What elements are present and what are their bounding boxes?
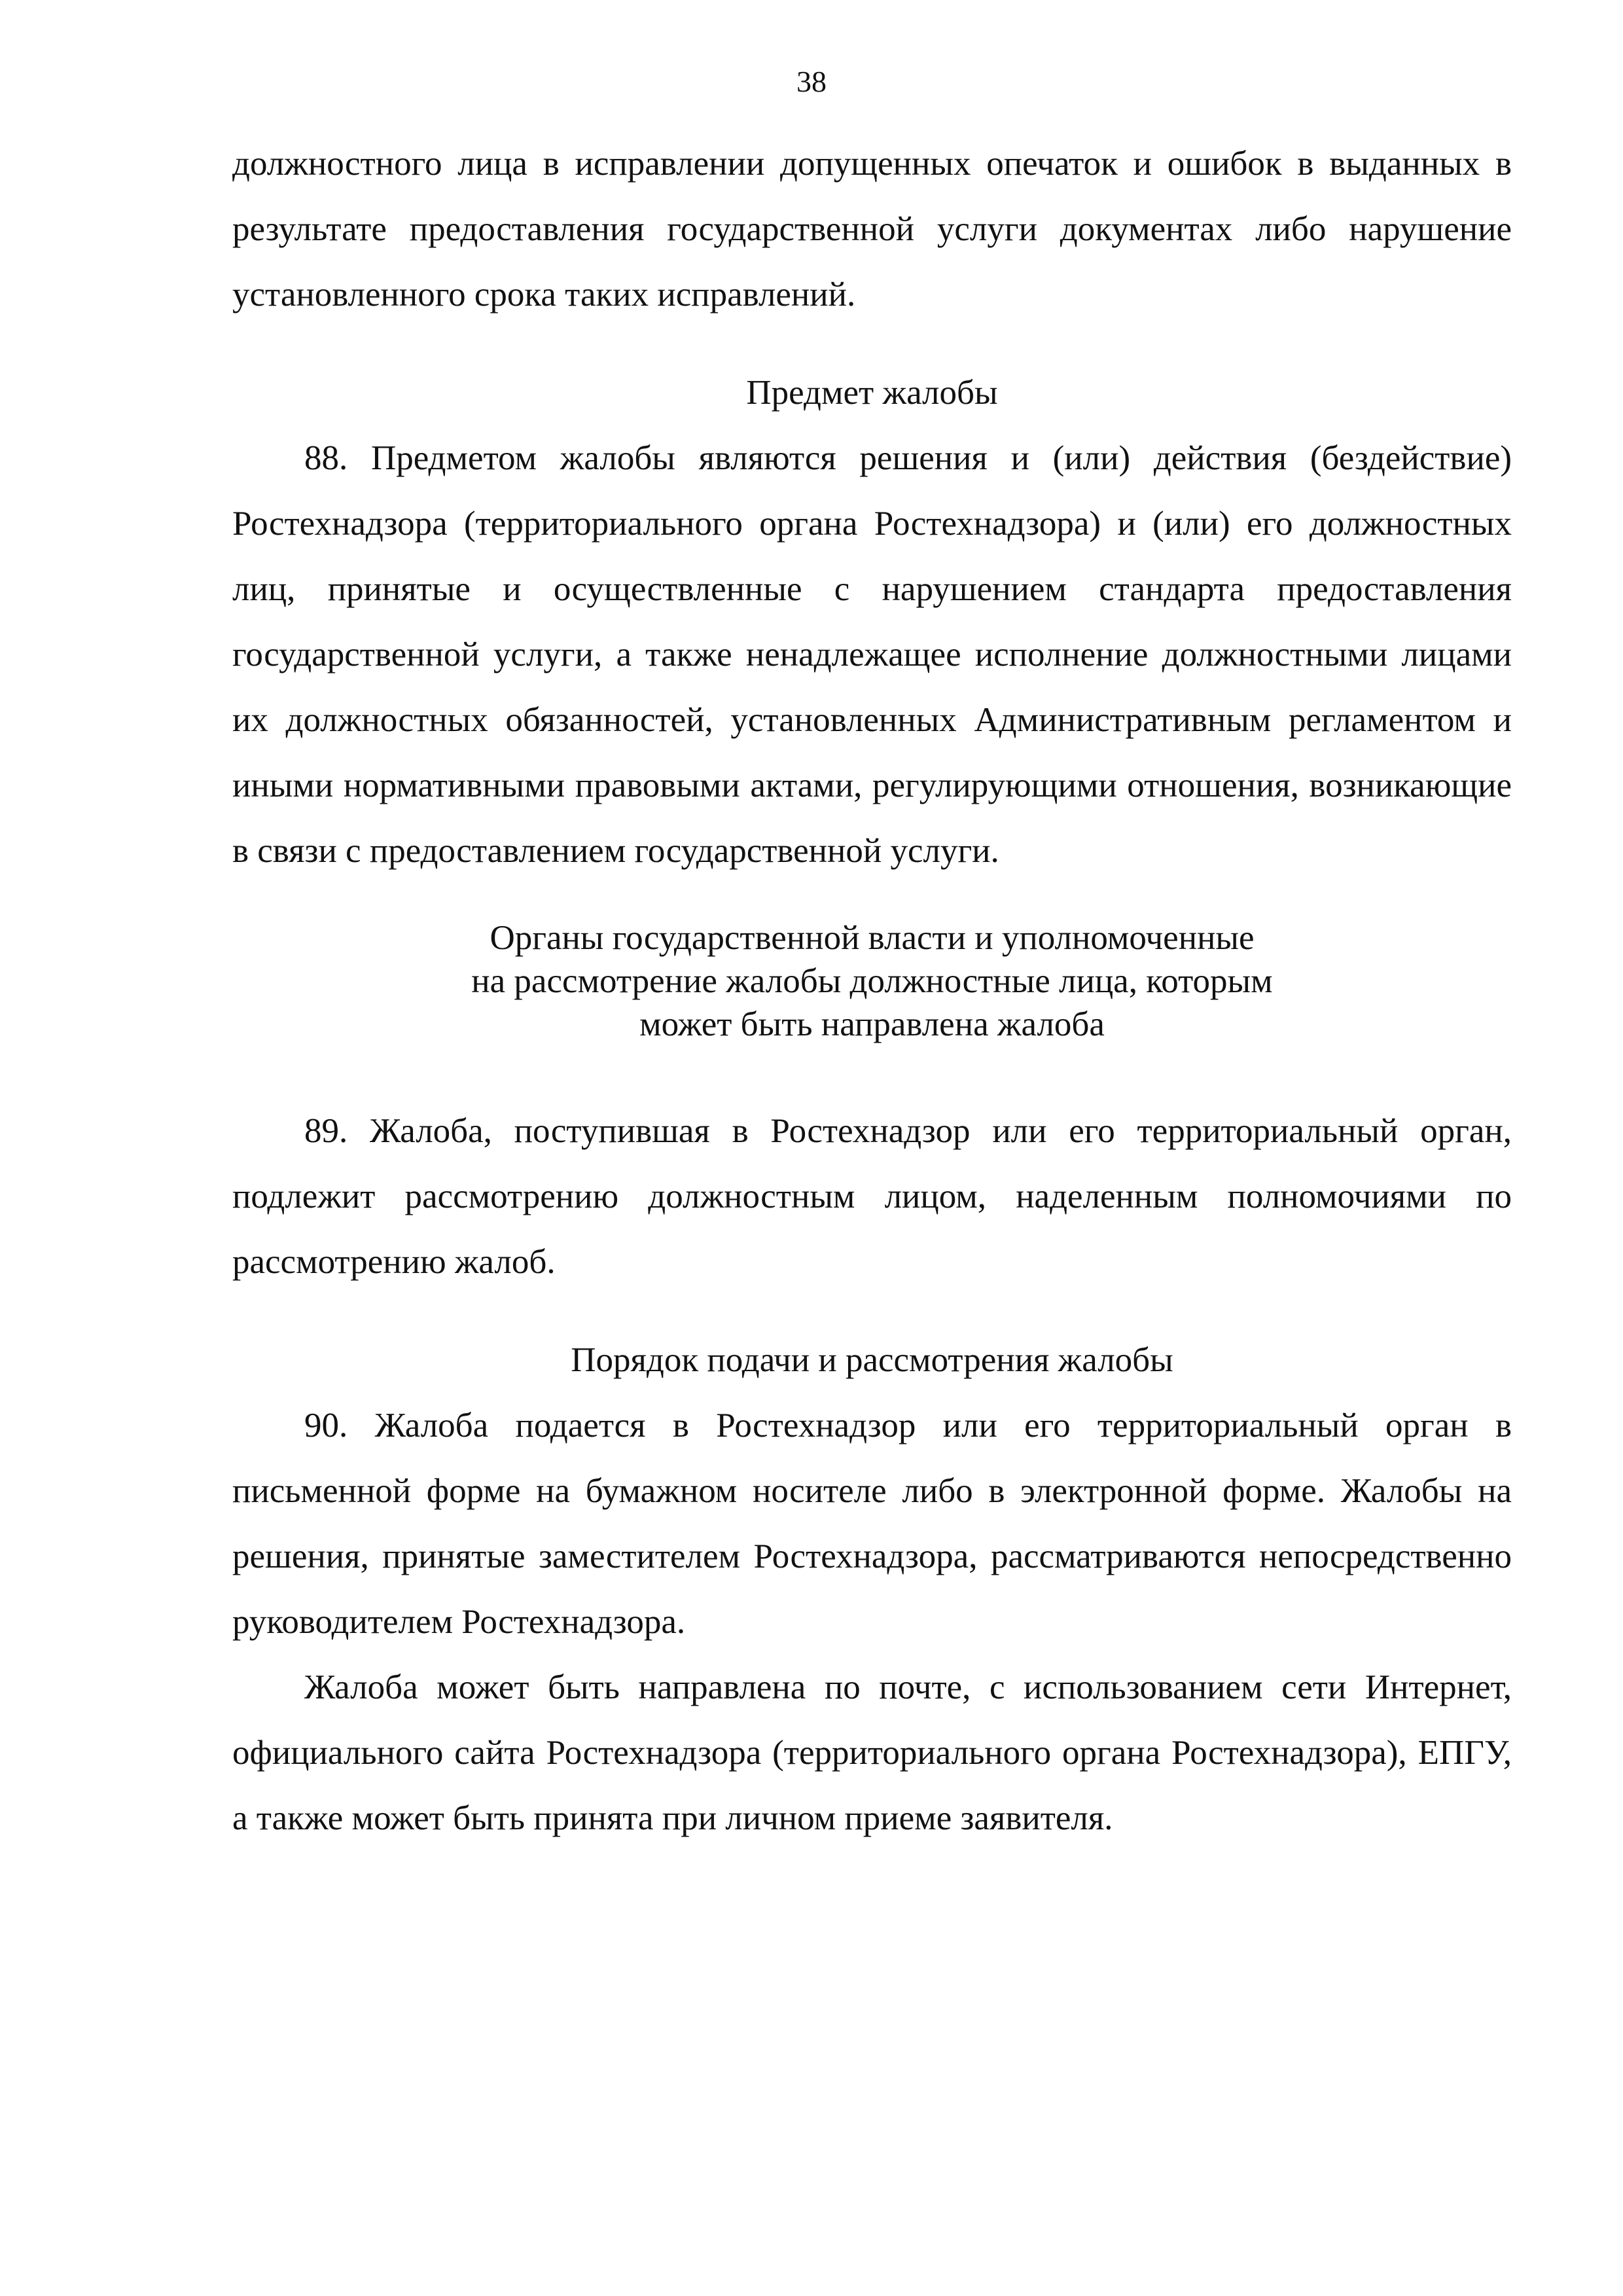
paragraph-90: 90. Жалоба подается в Ростехнадзор или его территориальный орган в письменной форме на бумажном носителе либо в электронной форме. Жалобы на решения, принятые заместителем Ростехнадзора, рассматриваются непосредственно руководителем Ростехнадзора. [232,1407,1512,1641]
heading-procedure: Порядок подачи и рассмотрения жалобы [571,1341,1173,1379]
heading-line: Органы государственной власти и уполномоченные [490,919,1255,957]
heading-authorities [232,916,1512,1046]
heading-subject-of-complaint: Предмет жалобы [746,374,998,412]
spacer [232,1295,1512,1327]
paragraph-90-continued: Жалоба может быть направлена по почте, с использованием сети Интернет, официального сайта Ростехнадзора (территориального органа Ростехнадзора), ЕПГУ, а также может быть принята при личном приеме заявителя. [232,1668,1512,1837]
paragraph-88: 88. Предметом жалобы являются решения и (или) действия (бездействие) Ростехнадзора (территориального органа Ростехнадзора) и (или) его должностных лиц, принятые и осуществленные с нарушением стандарта предоставления государственной услуги, а также ненадлежащее исполнение должностными лицами их должностных обязанностей, установленных Административным регламентом и иными нормативными правовыми актами, регулирующими отношения, возникающие в связи с предоставлением государственной услуги. [232,439,1512,870]
paragraph-intro: должностного лица в исправлении допущенных опечаток и ошибок в выданных в результате предоставления государственной услуги документах либо нарушение установленного срока таких исправлений. [232,145,1512,314]
spacer [232,1046,1512,1098]
spacer [232,327,1512,360]
spacer [232,884,1512,916]
heading-line: на рассмотрение жалобы должностные лица, которым [471,962,1273,1000]
document-body [232,131,1512,1851]
paragraph-89: 89. Жалоба, поступившая в Ростехнадзор или его территориальный орган, подлежит рассмотрению должностным лицом, наделенным полномочиями по рассмотрению жалоб. [232,1112,1512,1281]
heading-line: может быть направлена жалоба [639,1005,1105,1043]
page-number: 38 [796,65,827,98]
